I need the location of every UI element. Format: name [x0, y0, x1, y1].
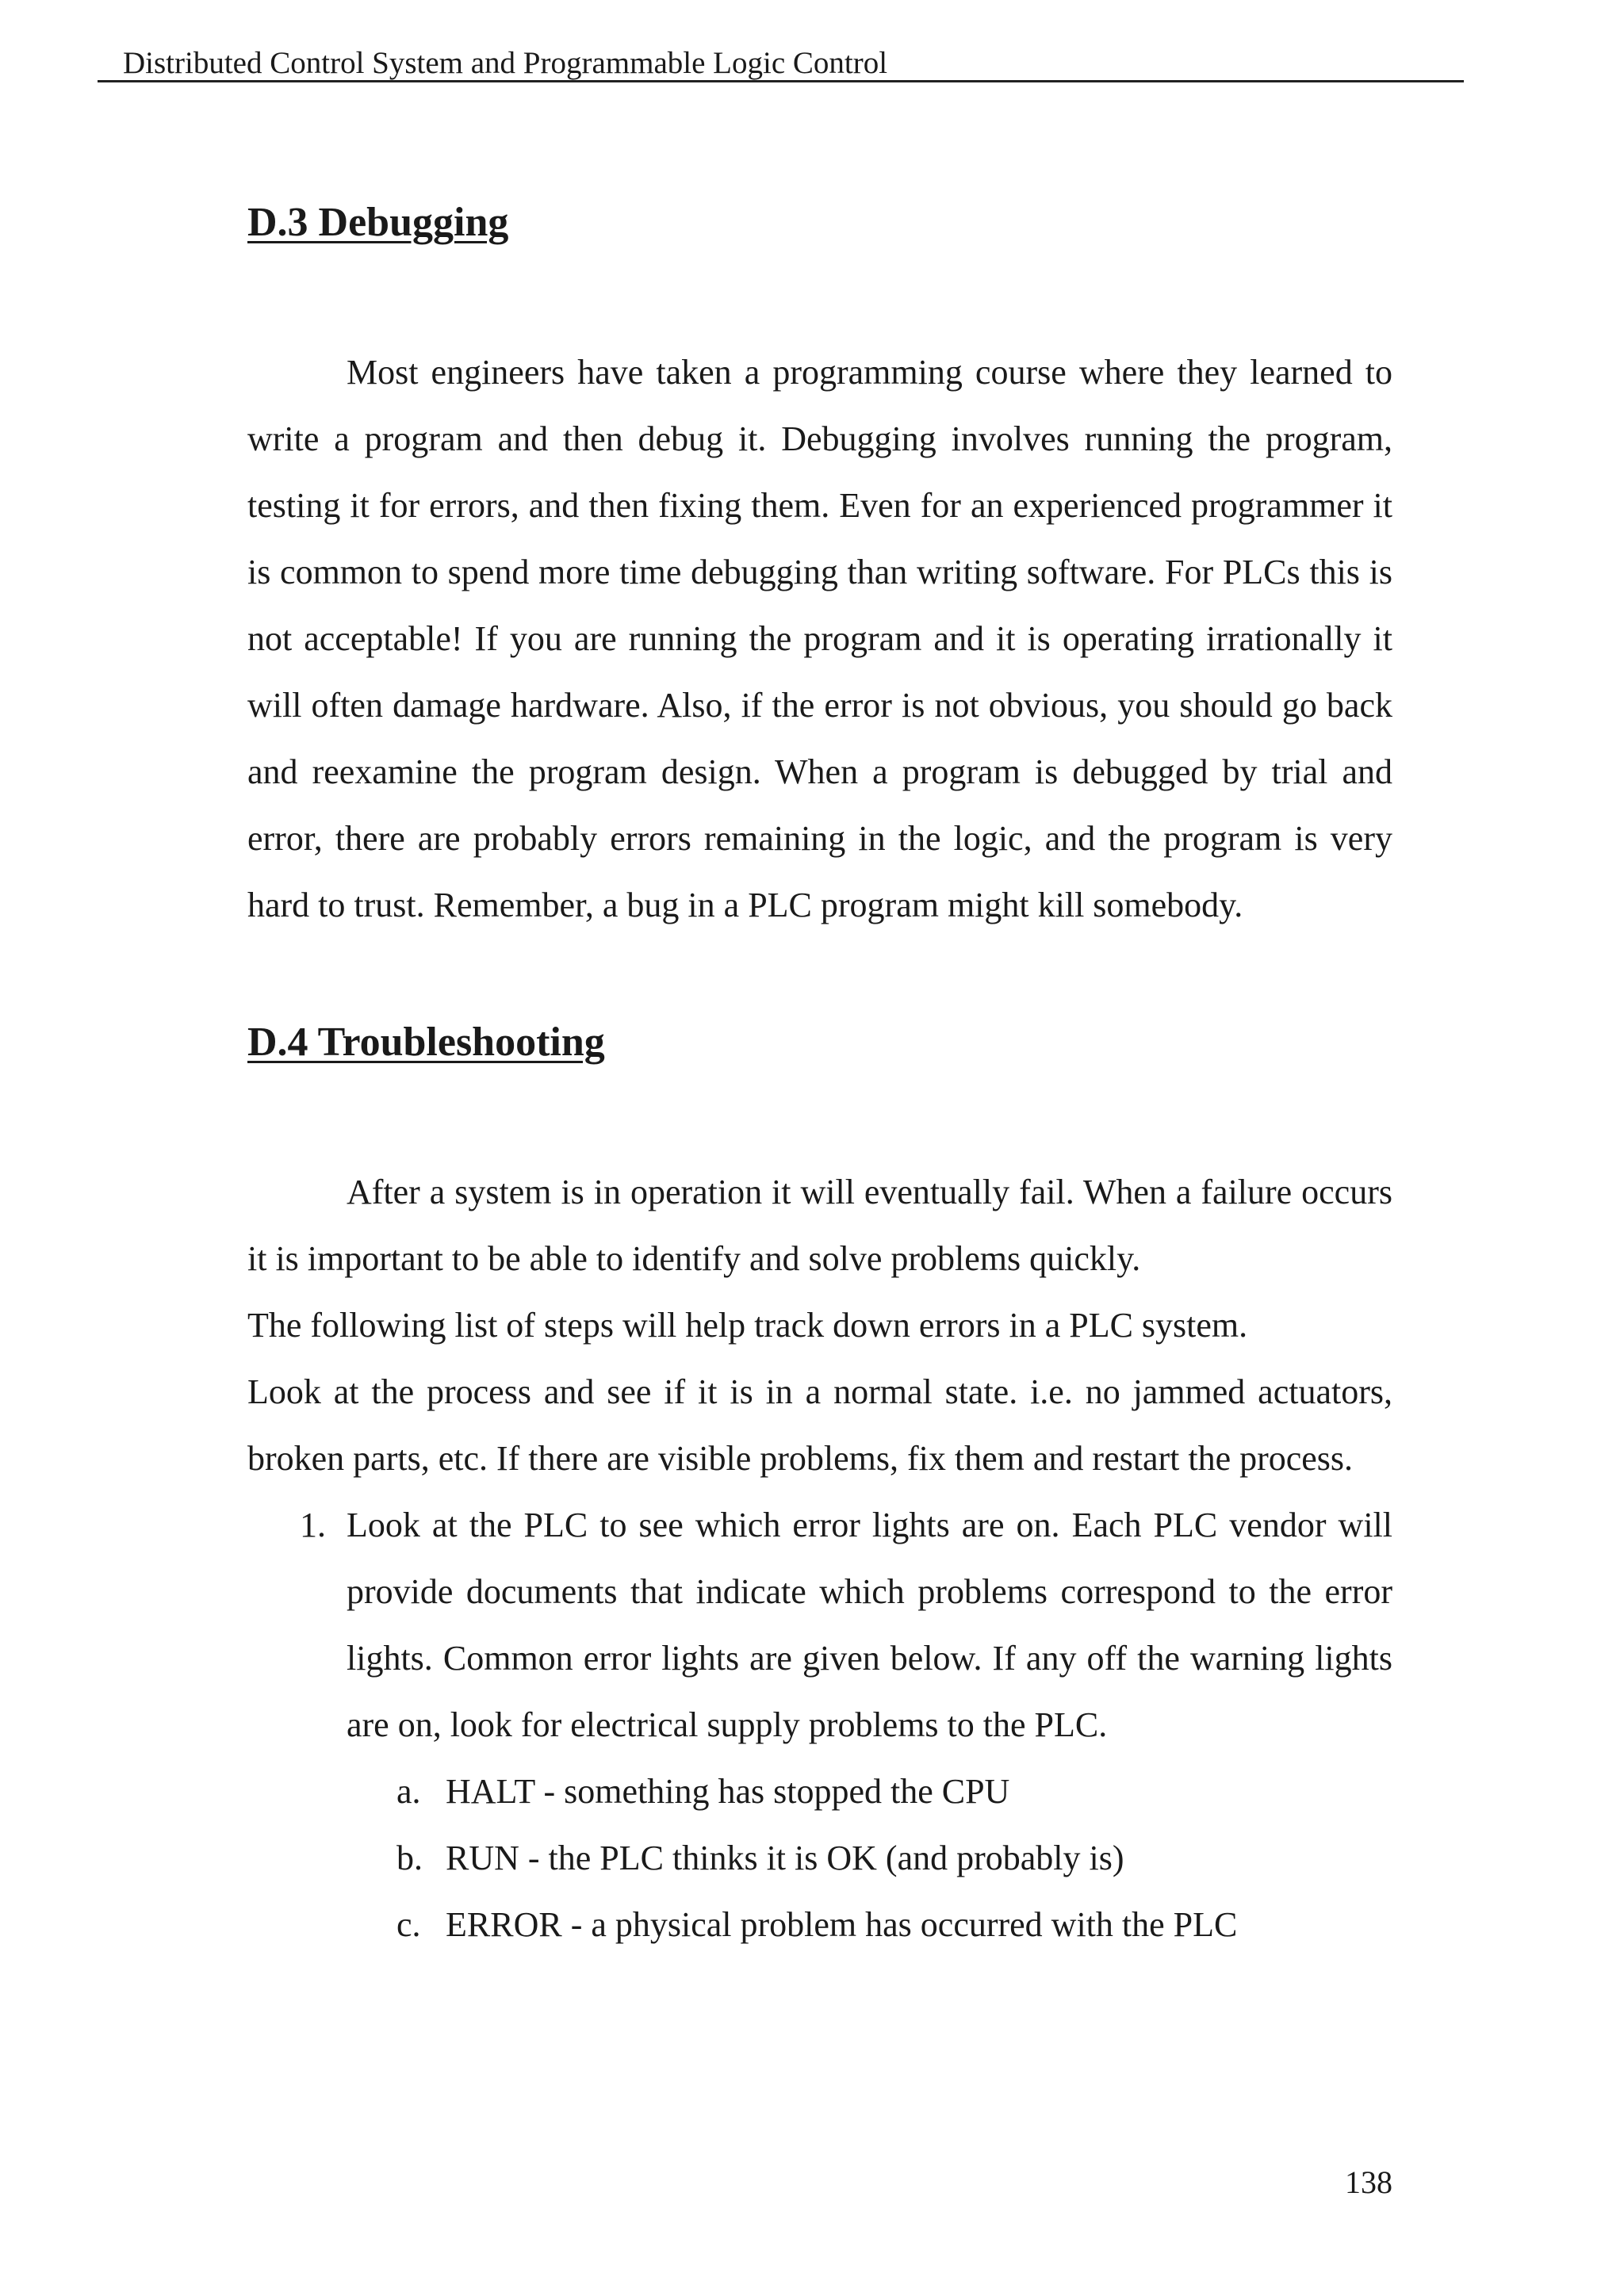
- error-light-letter: c.: [396, 1905, 421, 1944]
- section-heading-troubleshooting: D.4 Troubleshooting: [247, 1020, 605, 1065]
- debugging-paragraph: Most engineers have taken a programming course where they learned to write a program and then debug it. Debugging involves running the program, testing it for errors, and then fixing them. Even for an experienced programmer it is common to spend more time debugging than writing software. For PLCs this is not acceptable! If you are running the program and it is operating irrationally it will often damage hardware. Also, if the error is not obvious, you should go back and reexamine the program design. When a program is debugged by trial and error, there are probably errors remaining in the logic, and the program is very hard to trust. Remember, a bug in a PLC program might kill somebody.: [247, 353, 1392, 924]
- page-body: [247, 195, 1392, 1958]
- error-light-text: ERROR - a physical problem has occurred with the PLC: [446, 1905, 1238, 1944]
- error-light-item: [247, 1758, 1392, 1825]
- troubleshooting-intro-block: [247, 1159, 1392, 1492]
- step-text: Look at the PLC to see which error lights are on. Each PLC vendor will provide documents that indicate which problems correspond to the error lights. Common error lights are given below. If any off the warning lights are on, look for electrical supply problems to the PLC.: [347, 1506, 1392, 1744]
- troubleshooting-intro: [247, 1159, 1392, 1292]
- troubleshooting-process-check: Look at the process and see if it is in a normal state. i.e. no jammed actuators, broken parts, etc. If there are visible problems, fix them and restart the process.: [247, 1372, 1392, 1478]
- troubleshooting-steps-intro: The following list of steps will help track down errors in a PLC system.: [247, 1306, 1248, 1345]
- error-light-text: HALT - something has stopped the CPU: [446, 1772, 1010, 1811]
- section-heading-debugging: D.3 Debugging: [247, 200, 509, 245]
- error-lights-list: [247, 1758, 1392, 1958]
- running-header: [98, 44, 1464, 82]
- error-light-item: [247, 1892, 1392, 1958]
- step-number: 1.: [300, 1506, 326, 1544]
- page-number: 138: [1345, 2164, 1392, 2200]
- error-light-letter: b.: [396, 1839, 423, 1877]
- error-light-text: RUN - the PLC thinks it is OK (and probably is): [446, 1839, 1124, 1877]
- running-header-title: Distributed Control System and Programmable Logic Control: [123, 46, 888, 80]
- troubleshooting-step-list: [247, 1492, 1392, 1758]
- error-light-letter: a.: [396, 1772, 421, 1811]
- error-light-item: [247, 1825, 1392, 1892]
- step-item: [247, 1492, 1392, 1758]
- troubleshooting-intro-text: After a system is in operation it will eventually fail. When a failure occurs it is important to be able to identify and solve problems quickly.: [247, 1173, 1392, 1278]
